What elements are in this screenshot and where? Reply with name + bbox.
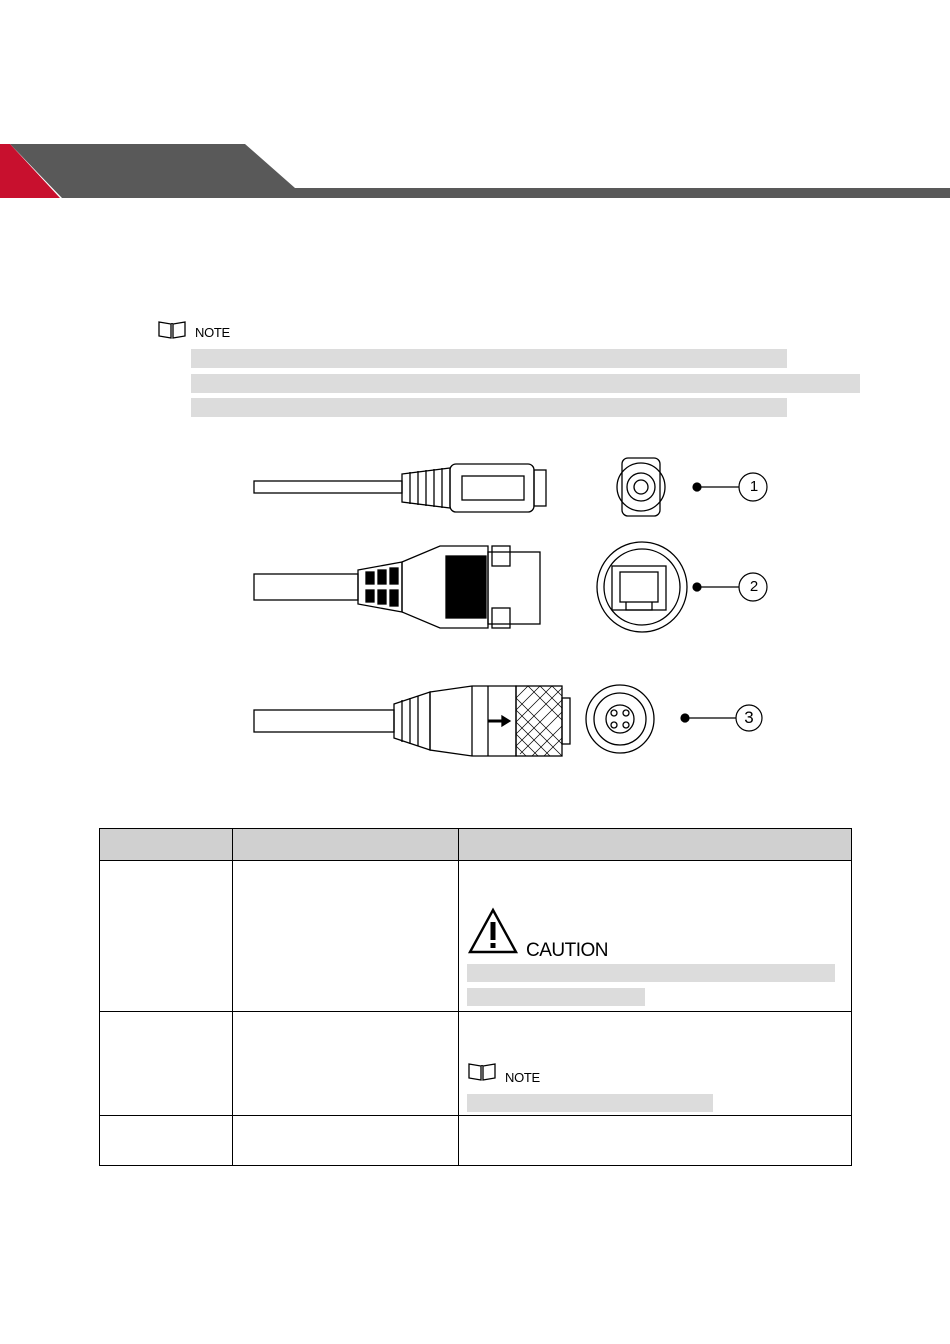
table-cell <box>100 861 233 1012</box>
callout-3: 3 <box>744 708 754 727</box>
waterproof-connector-side-view <box>254 686 570 756</box>
caution-text-line <box>467 964 835 982</box>
note-text-line <box>467 1094 713 1112</box>
cable-connectors-figure <box>240 448 800 768</box>
note-text-line <box>191 398 787 417</box>
callout-2: 2 <box>749 578 759 595</box>
table-header-cell <box>233 829 459 861</box>
note-label: NOTE <box>505 1070 540 1085</box>
table-cell <box>233 1012 459 1116</box>
table-header-row <box>100 829 852 861</box>
table-header-cell <box>459 829 852 861</box>
chapter-header-band <box>0 140 950 202</box>
cable-ports-table <box>99 828 852 1166</box>
table-row <box>100 1012 852 1116</box>
table-cell <box>233 1116 459 1166</box>
table-row <box>100 861 852 1012</box>
table-cell <box>459 861 852 1012</box>
callout-1: 1 <box>749 478 759 495</box>
warning-triangle-icon <box>467 907 519 955</box>
table-header-cell <box>100 829 233 861</box>
network-connector-front-view <box>597 542 687 632</box>
waterproof-connector-front-view <box>586 685 654 753</box>
caution-text-line <box>467 988 645 1006</box>
caution-label: CAUTION <box>526 940 608 961</box>
table-cell <box>100 1116 233 1166</box>
book-icon <box>467 1062 497 1082</box>
table-row <box>100 1116 852 1166</box>
table-cell <box>233 861 459 1012</box>
table-cell <box>459 1116 852 1166</box>
power-connector-front-view <box>617 458 665 516</box>
note-text-line <box>191 374 860 393</box>
power-connector-side-view <box>254 464 546 512</box>
note-text-line <box>191 349 787 368</box>
table-cell <box>459 1012 852 1116</box>
network-connector-side-view <box>254 546 540 628</box>
book-icon <box>157 320 187 340</box>
table-cell <box>100 1012 233 1116</box>
note-label: NOTE <box>195 325 230 340</box>
